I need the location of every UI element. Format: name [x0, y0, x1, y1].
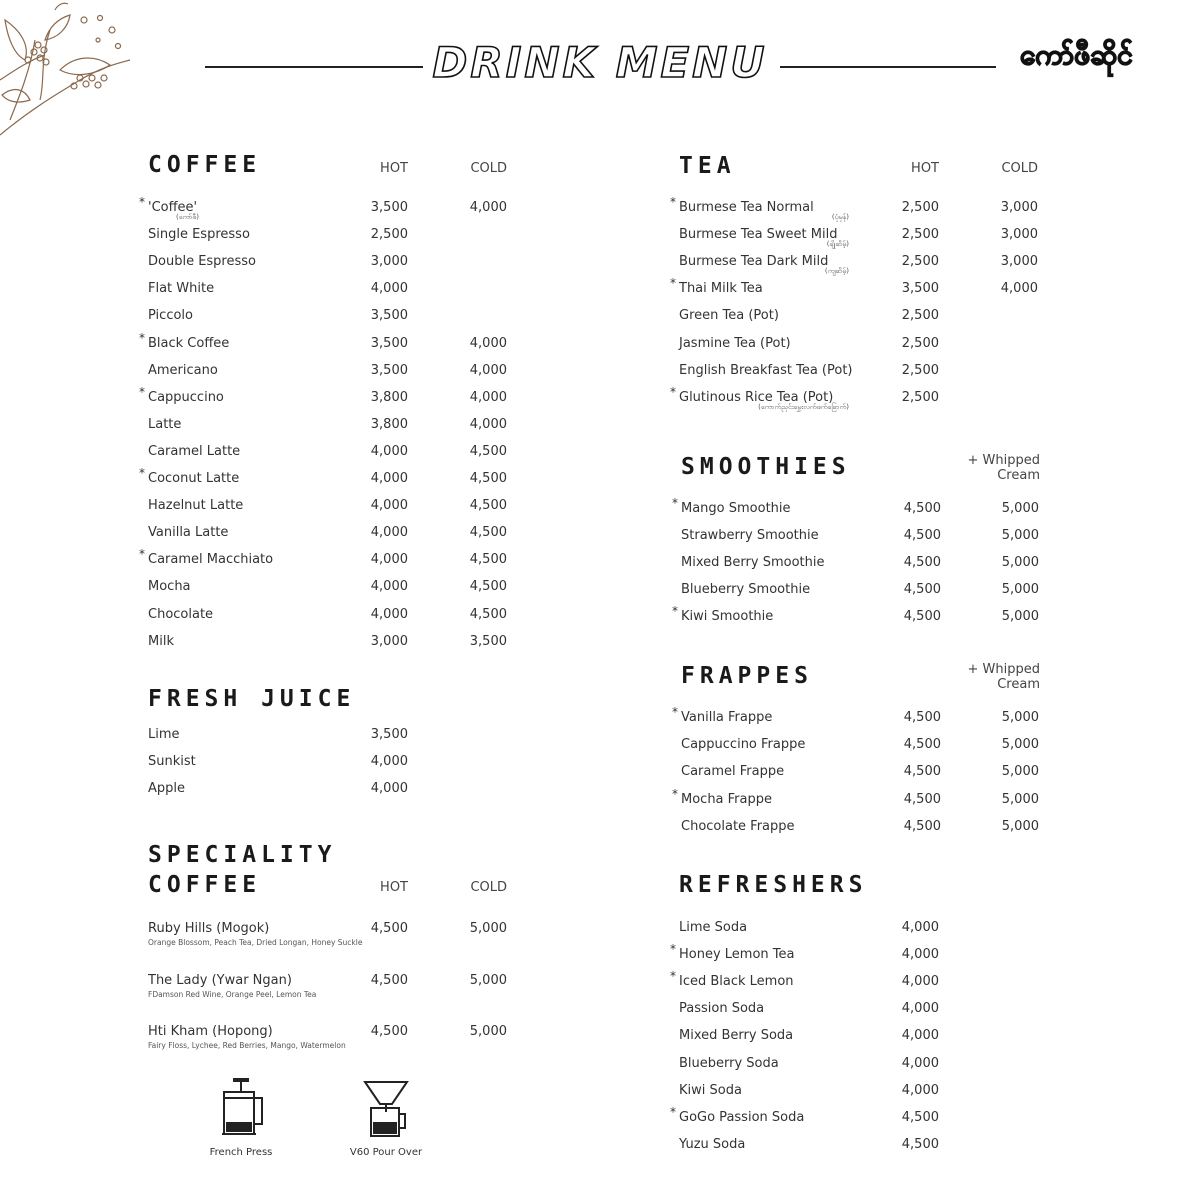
menu-item-row	[148, 781, 518, 808]
menu-item-row	[148, 579, 518, 606]
item-name: Milk	[148, 633, 174, 649]
item-price-primary: 3,500	[370, 362, 408, 378]
menu-item-row	[670, 195, 1049, 227]
item-myanmar-note: (ကော်ဖီ)	[176, 213, 199, 221]
menu-item-row	[148, 973, 518, 1000]
item-price-primary: 2,500	[901, 200, 939, 215]
item-myanmar-note: (ချိုဆိမ့်)	[826, 240, 849, 249]
item-name: Vanilla Latte	[148, 525, 229, 541]
item-name: Jasmine Tea (Pot)	[679, 335, 791, 351]
signature-star: *	[672, 604, 678, 618]
menu-item-row	[679, 227, 1049, 254]
item-price-primary: 4,500	[370, 1024, 408, 1039]
item-price-secondary: 4,500	[469, 525, 507, 541]
speciality-cold-header: COLD	[470, 880, 507, 895]
item-price-secondary: 4,500	[469, 471, 507, 486]
item-price-primary: 4,500	[903, 737, 941, 753]
fresh-juice-section-title: FRESH JUICE	[148, 686, 356, 712]
item-price-secondary: 5,000	[1001, 501, 1039, 516]
item-name: Caramel Frappe	[681, 764, 785, 780]
item-price-secondary: 5,000	[1001, 791, 1039, 807]
item-name: Lime	[148, 727, 180, 742]
item-name: Chocolate Frappe	[681, 818, 795, 834]
menu-item-row	[681, 528, 1051, 555]
signature-star: *	[139, 466, 145, 480]
item-price-primary: 4,000	[370, 552, 408, 568]
signature-star: *	[670, 195, 676, 209]
item-price-primary: 2,500	[901, 389, 939, 405]
item-name: Mocha	[148, 579, 191, 595]
signature-star: *	[672, 786, 678, 801]
item-price-secondary: 3,500	[469, 633, 507, 649]
menu-item-row	[681, 819, 1051, 846]
item-price-secondary: 4,500	[469, 552, 507, 568]
item-name: Mocha Frappe	[681, 791, 772, 807]
item-name: Blueberry Smoothie	[681, 582, 811, 597]
speciality-section-title-line1: SPECIALITY	[148, 842, 337, 868]
tea-hot-header: HOT	[911, 161, 939, 176]
page-title: DRINK MENU	[432, 38, 768, 87]
item-name: Yuzu Soda	[679, 1136, 746, 1152]
item-name: The Lady (Ywar Ngan)	[148, 972, 292, 988]
signature-star: *	[139, 547, 145, 562]
item-name: Green Tea (Pot)	[679, 308, 779, 324]
title-rule-left	[205, 66, 423, 68]
item-price-secondary: 5,000	[469, 921, 507, 936]
menu-item-row	[681, 737, 1051, 764]
item-price-primary: 3,000	[370, 254, 408, 270]
item-price-primary: 4,000	[370, 443, 408, 459]
item-price-secondary: 4,000	[469, 200, 507, 215]
menu-item-row	[148, 607, 518, 634]
item-price-secondary: 4,500	[469, 579, 507, 595]
menu-item-row	[148, 417, 518, 444]
menu-item-row	[139, 384, 518, 417]
item-price-primary: 4,500	[903, 609, 941, 624]
menu-item-row	[148, 525, 518, 552]
menu-item-row	[148, 498, 518, 525]
item-name: GoGo Passion Soda	[679, 1109, 805, 1125]
item-price-primary: 4,000	[370, 781, 408, 796]
item-price-secondary: 5,000	[469, 1024, 507, 1039]
item-name: Vanilla Frappe	[681, 710, 773, 725]
signature-star: *	[670, 969, 676, 984]
item-price-primary: 3,500	[370, 200, 408, 215]
menu-item-row	[148, 754, 518, 781]
item-price-primary: 4,000	[370, 606, 408, 622]
menu-item-row	[148, 363, 518, 390]
item-name: Blueberry Soda	[679, 1055, 779, 1071]
frappes-whipped-header-line2: Cream	[997, 677, 1040, 692]
item-name: Burmese Tea Normal	[679, 200, 814, 215]
item-price-secondary: 5,000	[1001, 710, 1039, 725]
item-price-secondary: 3,000	[1000, 254, 1038, 270]
menu-item-row	[681, 764, 1051, 791]
item-name: Sunkist	[148, 754, 196, 769]
menu-item-row	[679, 254, 1049, 281]
item-price-secondary: 5,000	[1001, 764, 1039, 780]
signature-star: *	[670, 942, 676, 957]
coffee-section-title: COFFEE	[148, 152, 262, 178]
menu-item-row	[139, 330, 518, 363]
item-name: Strawberry Smoothie	[681, 528, 819, 543]
item-price-secondary: 5,000	[469, 972, 507, 988]
menu-item-row	[679, 920, 1049, 947]
signature-star: *	[670, 384, 676, 399]
item-price-primary: 4,000	[901, 947, 939, 963]
item-name: Latte	[148, 416, 182, 432]
item-price-primary: 4,500	[903, 582, 941, 597]
menu-item-row	[672, 604, 1051, 636]
speciality-section-title-line2: COFFEE	[148, 872, 262, 898]
item-price-primary: 4,500	[903, 555, 941, 570]
menu-item-row	[679, 1056, 1049, 1083]
menu-item-row	[148, 921, 518, 948]
item-name: Kiwi Smoothie	[681, 609, 774, 624]
item-price-primary: 4,000	[370, 471, 408, 486]
item-name: Piccolo	[148, 308, 193, 324]
item-name: 'Coffee'	[148, 200, 198, 215]
item-price-primary: 4,500	[370, 972, 408, 988]
menu-item-row	[148, 227, 518, 254]
item-name: Honey Lemon Tea	[679, 947, 795, 963]
menu-item-row	[679, 308, 1049, 335]
item-tasting-notes: Orange Blossom, Peach Tea, Dried Longan, Honey Suckle	[148, 938, 363, 947]
item-price-primary: 4,500	[903, 791, 941, 807]
signature-star: *	[672, 496, 678, 510]
menu-item-row	[679, 336, 1049, 363]
item-price-primary: 4,500	[903, 528, 941, 543]
item-name: Glutinous Rice Tea (Pot)	[679, 389, 834, 405]
title-rule-right	[780, 66, 996, 68]
item-price-secondary: 3,000	[1000, 227, 1038, 243]
item-name: Mango Smoothie	[681, 501, 791, 516]
item-price-primary: 3,500	[370, 308, 408, 324]
item-name: Mixed Berry Soda	[679, 1028, 794, 1044]
menu-item-row	[679, 1001, 1049, 1028]
menu-item-row	[670, 942, 1049, 974]
item-price-secondary: 5,000	[1001, 582, 1039, 597]
refreshers-section-title: REFRESHERS	[679, 872, 868, 898]
item-name: Americano	[148, 362, 218, 378]
item-price-primary: 4,000	[370, 281, 408, 297]
item-name: Double Espresso	[148, 254, 256, 270]
item-price-primary: 3,500	[370, 727, 408, 742]
menu-item-row	[670, 1104, 1049, 1137]
item-price-primary: 4,500	[903, 764, 941, 780]
menu-item-row	[148, 444, 518, 471]
item-name: Coconut Latte	[148, 471, 240, 486]
item-tasting-notes: FDamson Red Wine, Orange Peel, Lemon Tea	[148, 989, 317, 999]
signature-star: *	[139, 330, 145, 345]
item-name: Caramel Latte	[148, 443, 241, 459]
item-name: Kiwi Soda	[679, 1082, 742, 1098]
menu-item-row	[681, 555, 1051, 582]
menu-item-row	[148, 1024, 518, 1051]
menu-item-row	[139, 195, 518, 227]
item-price-secondary: 5,000	[1001, 528, 1039, 543]
item-name: Chocolate	[148, 606, 214, 622]
coffee-cold-header: COLD	[470, 161, 507, 176]
menu-item-row	[670, 276, 1049, 308]
item-price-primary: 4,500	[903, 501, 941, 516]
item-price-primary: 3,800	[370, 416, 408, 432]
item-name: Thai Milk Tea	[679, 281, 763, 297]
item-price-primary: 4,500	[903, 710, 941, 725]
item-price-secondary: 4,000	[469, 335, 507, 351]
item-name: Cappuccino Frappe	[681, 737, 806, 753]
item-price-primary: 3,000	[370, 633, 408, 649]
item-name: Cappuccino	[148, 389, 224, 405]
french-press-icon	[216, 1078, 266, 1140]
item-price-primary: 4,500	[903, 818, 941, 834]
item-price-primary: 2,500	[901, 335, 939, 351]
signature-star: *	[139, 384, 145, 399]
menu-item-row	[672, 786, 1051, 819]
item-name: Lime Soda	[679, 920, 748, 935]
tea-cold-header: COLD	[1001, 161, 1038, 176]
item-price-primary: 4,000	[901, 1055, 939, 1071]
signature-star: *	[672, 705, 678, 719]
item-name: Burmese Tea Dark Mild	[679, 254, 829, 270]
item-price-primary: 4,000	[901, 974, 939, 990]
brand-logo: ကော်ဖီဆိုင်	[1020, 38, 1133, 71]
item-price-primary: 4,000	[370, 498, 408, 514]
frappes-section-title: FRAPPES	[681, 663, 813, 689]
speciality-hot-header: HOT	[380, 880, 408, 895]
frappes-whipped-header-line1: + Whipped	[967, 662, 1040, 677]
menu-item-row	[670, 969, 1049, 1001]
smoothies-section-title: SMOOTHIES	[681, 454, 851, 480]
menu-item-row	[681, 582, 1051, 609]
item-name: Burmese Tea Sweet Mild	[679, 227, 838, 243]
menu-item-row	[679, 1028, 1049, 1055]
item-price-secondary: 4,500	[469, 443, 507, 459]
item-tasting-notes: Fairy Floss, Lychee, Red Berries, Mango, Watermelon	[148, 1041, 346, 1050]
item-myanmar-note: (ကျဆိမ့်)	[824, 267, 849, 276]
menu-item-row	[679, 363, 1049, 390]
v60-pour-over-icon	[361, 1078, 411, 1140]
tea-section-title: TEA	[679, 153, 736, 179]
menu-item-row	[679, 1137, 1049, 1164]
item-price-primary: 4,000	[370, 579, 408, 595]
item-price-secondary: 4,500	[469, 498, 507, 514]
item-name: Black Coffee	[148, 335, 230, 351]
item-price-primary: 4,000	[901, 1001, 939, 1017]
item-price-secondary: 5,000	[1001, 609, 1039, 624]
item-name: Mixed Berry Smoothie	[681, 555, 825, 570]
item-price-secondary: 4,000	[469, 362, 507, 378]
item-price-secondary: 5,000	[1001, 737, 1039, 753]
item-price-secondary: 4,500	[469, 606, 507, 622]
item-myanmar-note: (ပုံမှန်)	[831, 213, 849, 221]
item-price-secondary: 4,000	[469, 416, 507, 432]
item-name: Iced Black Lemon	[679, 974, 794, 990]
coffee-hot-header: HOT	[380, 161, 408, 176]
item-name: Ruby Hills (Mogok)	[148, 921, 270, 936]
item-name: English Breakfast Tea (Pot)	[679, 362, 853, 378]
french-press-block	[200, 1078, 282, 1158]
item-price-secondary: 4,000	[469, 389, 507, 405]
item-name: Passion Soda	[679, 1001, 765, 1017]
item-price-primary: 3,500	[370, 335, 408, 351]
item-price-primary: 4,500	[370, 921, 408, 936]
menu-item-row	[148, 308, 518, 335]
item-price-primary: 4,000	[901, 1028, 939, 1044]
item-name: Apple	[148, 781, 186, 796]
menu-item-row	[679, 1083, 1049, 1110]
coffee-branch-icon	[0, 0, 140, 150]
item-price-primary: 4,000	[370, 754, 408, 769]
item-price-primary: 2,500	[901, 308, 939, 324]
menu-item-row	[139, 466, 518, 498]
signature-star: *	[670, 1104, 676, 1119]
item-price-primary: 4,000	[901, 920, 939, 935]
item-price-primary: 2,500	[901, 362, 939, 378]
item-price-primary: 2,500	[370, 227, 408, 243]
item-price-primary: 4,500	[901, 1109, 939, 1125]
item-price-primary: 3,800	[370, 389, 408, 405]
item-myanmar-note: (ကောက်ညှင်းမွှေးလက်ဖက်ခြောက်)	[758, 402, 849, 411]
v60-label: V60 Pour Over	[349, 1147, 423, 1158]
item-price-primary: 3,500	[901, 281, 939, 297]
item-price-secondary: 5,000	[1001, 818, 1039, 834]
item-price-secondary: 3,000	[1000, 200, 1038, 215]
item-price-primary: 4,000	[370, 525, 408, 541]
v60-block	[340, 1078, 432, 1158]
menu-item-row	[672, 705, 1051, 737]
item-name: Flat White	[148, 281, 215, 297]
item-price-primary: 2,500	[901, 254, 939, 270]
french-press-label: French Press	[209, 1147, 273, 1158]
menu-item-row	[672, 496, 1051, 528]
item-name: Hti Kham (Hopong)	[148, 1024, 273, 1039]
item-price-primary: 4,500	[901, 1136, 939, 1152]
smoothies-whipped-header-line1: + Whipped	[967, 453, 1040, 468]
menu-item-row	[148, 727, 518, 754]
menu-item-row	[148, 281, 518, 308]
menu-item-row	[139, 547, 518, 579]
item-price-primary: 4,000	[901, 1082, 939, 1098]
smoothies-whipped-header-line2: Cream	[997, 468, 1040, 483]
menu-item-row	[148, 254, 518, 281]
item-price-primary: 2,500	[901, 227, 939, 243]
signature-star: *	[139, 195, 145, 209]
item-price-secondary: 5,000	[1001, 555, 1039, 570]
item-price-secondary: 4,000	[1000, 281, 1038, 297]
item-name: Single Espresso	[148, 227, 250, 243]
menu-item-row	[670, 384, 1049, 417]
item-name: Caramel Macchiato	[148, 552, 274, 568]
item-name: Hazelnut Latte	[148, 498, 244, 514]
menu-item-row	[148, 634, 518, 661]
signature-star: *	[670, 276, 676, 291]
